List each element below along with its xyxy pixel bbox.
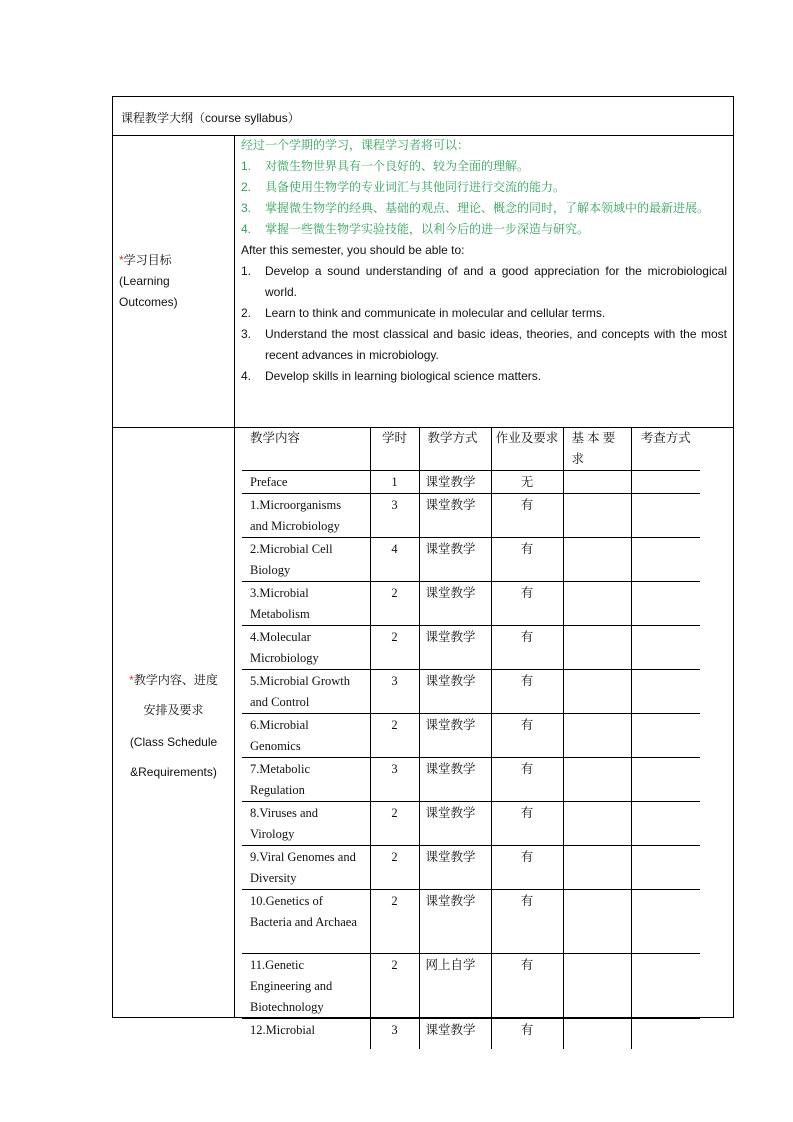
cell-req (563, 802, 631, 846)
cell-exam (631, 758, 700, 802)
item-number: 4. (241, 222, 252, 236)
cell-content: 12.Microbial (242, 1019, 370, 1049)
label-en-1: (Learning (119, 274, 170, 288)
table-row (242, 1019, 700, 1049)
item-text: 具备使用生物学的专业词汇与其他同行进行交流的能力。 (265, 180, 566, 194)
cell-hours: 3 (370, 494, 419, 538)
cell-exam (631, 538, 700, 582)
cell-method: 课堂教学 (419, 582, 491, 626)
item-text: Understand the most classical and basic ideas, theories, and concepts with the most recent advances in microbiology. (265, 327, 727, 362)
learning-outcomes-row (113, 135, 733, 428)
en-item (241, 261, 727, 303)
cell-content: 10.Genetics of Bacteria and Archaea (242, 890, 370, 954)
table-row (242, 714, 700, 758)
column-header: 作业及要求 (491, 427, 563, 471)
cell-hours: 3 (370, 758, 419, 802)
cell-req (563, 494, 631, 538)
cell-hours: 1 (370, 471, 419, 494)
cell-req (563, 670, 631, 714)
cell-content: 6.Microbial Genomics (242, 714, 370, 758)
cell-method: 课堂教学 (419, 538, 491, 582)
title-row (113, 97, 733, 136)
cell-homework: 有 (491, 670, 563, 714)
item-number: 4. (241, 369, 252, 383)
label-cn: 学习目标 (123, 253, 172, 267)
cell-hours: 2 (370, 802, 419, 846)
cell-homework: 有 (491, 802, 563, 846)
column-header: 考查方式 (631, 427, 700, 471)
label-en-2: Outcomes) (119, 295, 178, 309)
cell-exam (631, 846, 700, 890)
item-text: 对微生物世界具有一个良好的、较为全面的理解。 (265, 159, 530, 173)
table-row (242, 626, 700, 670)
cell-content: 7.Metabolic Regulation (242, 758, 370, 802)
cell-req (563, 714, 631, 758)
cell-method: 网上自学 (419, 954, 491, 1019)
table-row (242, 538, 700, 582)
cell-homework: 有 (491, 954, 563, 1019)
item-text: Develop skills in learning biological science matters. (265, 369, 542, 383)
cell-homework: 有 (491, 494, 563, 538)
item-text: Develop a sound understanding of and a good appreciation for the microbiological world. (265, 264, 727, 299)
column-header: 教学内容 (250, 431, 301, 445)
cell-exam (631, 494, 700, 538)
cell-exam (631, 670, 700, 714)
cell-content: 11.Genetic Engineering and Biotechnology (242, 954, 370, 1019)
learning-outcomes-content (235, 135, 733, 427)
cell-homework: 有 (491, 626, 563, 670)
cell-content: 2.Microbial Cell Biology (242, 538, 370, 582)
cell-hours: 3 (370, 1019, 419, 1049)
cn-item (241, 177, 727, 198)
cell-hours: 2 (370, 582, 419, 626)
syllabus-table (112, 96, 734, 1037)
cell-content: 4.Molecular Microbiology (242, 626, 370, 670)
item-number: 2. (241, 180, 252, 194)
en-item (241, 303, 727, 324)
learning-outcomes-label-cell (113, 135, 235, 427)
cell-method: 课堂教学 (419, 670, 491, 714)
cell-homework: 有 (491, 1019, 563, 1049)
item-number: 1. (241, 159, 252, 173)
cell-method: 课堂教学 (419, 471, 491, 494)
cell-exam (631, 714, 700, 758)
cell-method: 课堂教学 (419, 494, 491, 538)
cell-hours: 2 (370, 714, 419, 758)
column-header: 学时 (370, 427, 419, 471)
required-mark: * (119, 253, 124, 267)
cell-method: 课堂教学 (419, 626, 491, 670)
cell-content: 8.Viruses and Virology (242, 802, 370, 846)
item-text: Learn to think and communicate in molecular and cellular terms. (265, 306, 606, 320)
cell-req (563, 1019, 631, 1049)
cell-method: 课堂教学 (419, 802, 491, 846)
label-en-2: &Requirements) (130, 765, 217, 779)
cell-req (563, 538, 631, 582)
cell-hours: 2 (370, 626, 419, 670)
cn-intro: 经过一个学期的学习，课程学习者将可以： (241, 138, 470, 152)
label-cn-2: 安排及要求 (143, 703, 204, 717)
cell-req (563, 890, 631, 954)
cell-homework: 有 (491, 758, 563, 802)
item-number: 3. (241, 201, 252, 215)
cell-req (563, 582, 631, 626)
table-row (242, 954, 700, 1019)
table-row (242, 471, 700, 494)
table-row (242, 670, 700, 714)
cell-content: 3.Microbial Metabolism (242, 582, 370, 626)
cell-homework: 有 (491, 890, 563, 954)
cell-content: Preface (242, 471, 370, 494)
cell-method: 课堂教学 (419, 758, 491, 802)
cell-content: 9.Viral Genomes and Diversity (242, 846, 370, 890)
syllabus-title: 课程教学大纲（course syllabus） (121, 111, 300, 125)
cell-exam (631, 471, 700, 494)
schedule-row (113, 427, 733, 1037)
cell-req (563, 954, 631, 1019)
item-text: 掌握微生物学的经典、基础的观点、理论、概念的同时，了解本领域中的最新进展。 (265, 201, 710, 215)
schedule-content (235, 427, 733, 1037)
cell-homework: 有 (491, 538, 563, 582)
en-item (241, 324, 727, 366)
cn-item (241, 198, 727, 219)
cell-method: 课堂教学 (419, 1019, 491, 1049)
en-item (241, 366, 727, 387)
cn-item (241, 156, 727, 177)
cell-req (563, 626, 631, 670)
table-row (242, 846, 700, 890)
cell-homework: 有 (491, 714, 563, 758)
cell-method: 课堂教学 (419, 846, 491, 890)
schedule-header-row (242, 427, 700, 471)
cell-homework: 有 (491, 582, 563, 626)
cell-exam (631, 582, 700, 626)
en-intro: After this semester, you should be able to: (241, 243, 465, 257)
cell-method: 课堂教学 (419, 714, 491, 758)
column-header: 基 本 要求 (563, 427, 631, 471)
label-en-1: (Class Schedule (129, 735, 218, 749)
cell-exam (631, 626, 700, 670)
cell-req (563, 471, 631, 494)
table-row (242, 758, 700, 802)
item-number: 3. (241, 327, 252, 341)
cn-item (241, 219, 727, 240)
cell-hours: 2 (370, 846, 419, 890)
cell-req (563, 846, 631, 890)
cell-hours: 4 (370, 538, 419, 582)
cell-exam (631, 890, 700, 954)
item-text: 掌握一些微生物学实验技能，以利今后的进一步深造与研究。 (265, 222, 590, 236)
item-number: 1. (241, 264, 252, 278)
cell-homework: 无 (491, 471, 563, 494)
cell-method: 课堂教学 (419, 890, 491, 954)
item-number: 2. (241, 306, 252, 320)
schedule-table (242, 427, 700, 1049)
cell-homework: 有 (491, 846, 563, 890)
cell-exam (631, 802, 700, 846)
cell-req (563, 758, 631, 802)
required-mark: * (129, 673, 134, 687)
cell-exam (631, 954, 700, 1019)
schedule-label-cell (113, 427, 235, 1017)
cell-content: 5.Microbial Growth and Control (242, 670, 370, 714)
label-cn-1: 教学内容、进度 (133, 673, 218, 687)
table-row (242, 802, 700, 846)
table-row (242, 494, 700, 538)
cell-exam (631, 1019, 700, 1049)
cell-hours: 2 (370, 954, 419, 1019)
cell-hours: 2 (370, 890, 419, 954)
column-header: 教学方式 (419, 427, 491, 471)
cell-content: 1.Microorganisms and Microbiology (242, 494, 370, 538)
cell-hours: 3 (370, 670, 419, 714)
table-row (242, 582, 700, 626)
table-row (242, 890, 700, 954)
